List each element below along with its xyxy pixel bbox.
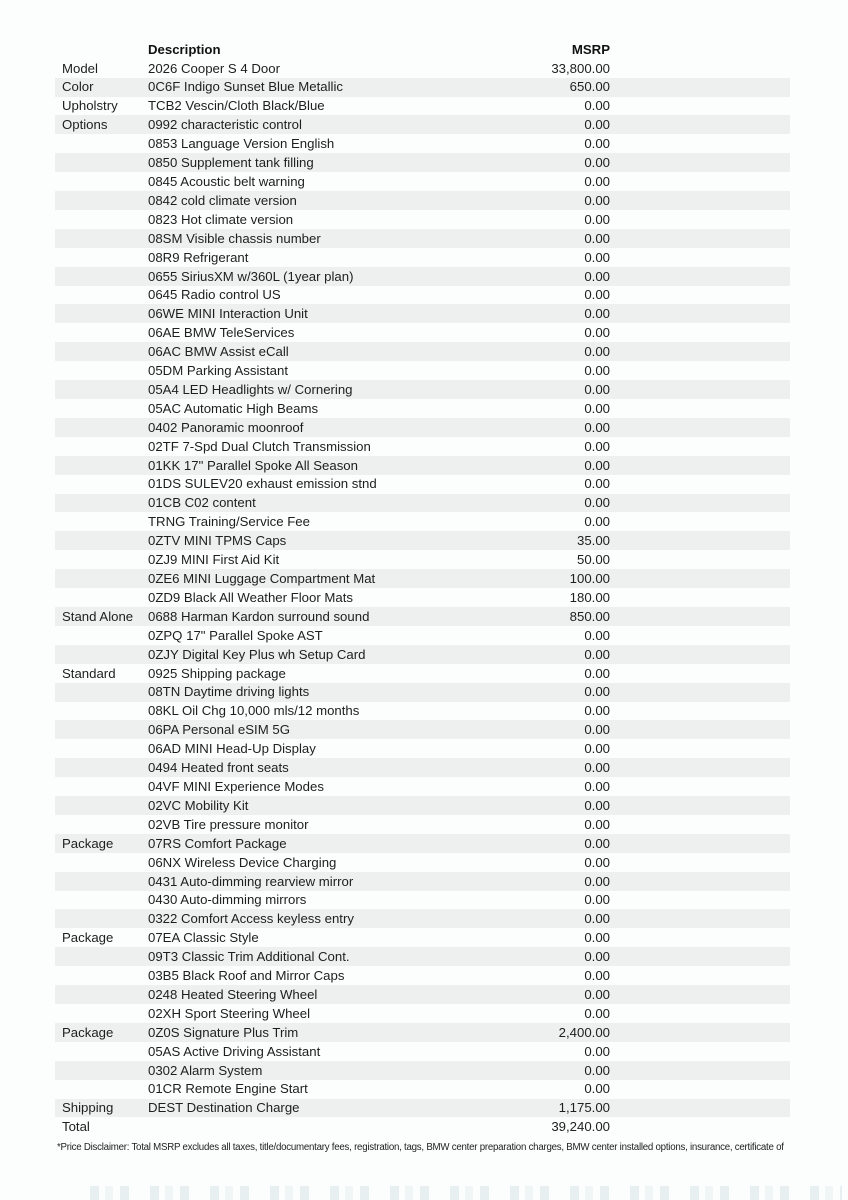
msrp-cell: 0.00 — [584, 703, 610, 719]
description-cell: 0402 Panoramic moonroof — [148, 419, 304, 435]
header-description: Description — [148, 41, 221, 57]
category-cell: Standard — [62, 665, 116, 681]
msrp-cell: 100.00 — [569, 571, 610, 586]
msrp-cell: 0.00 — [584, 400, 610, 416]
table-row — [55, 834, 790, 853]
description-cell: 0431 Auto-dimming rearview mirror — [148, 873, 354, 889]
description-cell: 06PA Personal eSIM 5G — [148, 722, 290, 738]
clipped-text-artifact — [90, 1186, 842, 1200]
msrp-cell: 0.00 — [584, 778, 610, 794]
table-row — [55, 361, 790, 380]
table-row — [55, 796, 790, 815]
table-row — [55, 1099, 790, 1118]
msrp-cell: 0.00 — [584, 514, 610, 530]
description-cell: 08TN Daytime driving lights — [148, 684, 310, 700]
table-row — [55, 702, 790, 721]
table-row — [55, 758, 790, 777]
msrp-cell: 0.00 — [584, 1081, 610, 1097]
description-cell: 0850 Supplement tank filling — [148, 155, 314, 171]
msrp-cell: 0.00 — [584, 117, 610, 133]
table-row — [55, 1023, 790, 1042]
msrp-cell: 0.00 — [584, 249, 610, 265]
table-row — [55, 683, 790, 702]
description-cell: 09T3 Classic Trim Additional Cont. — [148, 949, 350, 965]
msrp-cell: 39,240.00 — [551, 1119, 610, 1135]
description-cell: 0853 Language Version English — [148, 136, 335, 152]
category-cell: Shipping — [62, 1100, 114, 1116]
table-row — [55, 909, 790, 928]
msrp-cell: 33,800.00 — [551, 60, 610, 76]
msrp-cell: 0.00 — [584, 930, 610, 946]
table-row — [55, 115, 790, 134]
table-row — [55, 928, 790, 947]
description-cell: 0Z0S Signature Plus Trim — [148, 1024, 299, 1040]
table-row — [55, 1004, 790, 1023]
table-row — [55, 267, 790, 286]
table-row — [55, 172, 790, 191]
description-cell: 02VB Tire pressure monitor — [148, 816, 309, 832]
table-row — [55, 720, 790, 739]
description-cell: 01CR Remote Engine Start — [148, 1081, 308, 1097]
description-cell: TRNG Training/Service Fee — [148, 514, 310, 530]
msrp-cell: 0.00 — [584, 760, 610, 776]
table-row — [55, 1061, 790, 1080]
msrp-cell: 0.00 — [584, 476, 610, 492]
description-cell: 0ZPQ 17" Parallel Spoke AST — [148, 627, 323, 643]
description-cell: 07RS Comfort Package — [148, 835, 287, 851]
table-row — [55, 1117, 790, 1136]
msrp-cell: 0.00 — [584, 344, 610, 360]
description-cell: 05DM Parking Assistant — [148, 363, 288, 379]
table-row — [55, 323, 790, 342]
msrp-cell: 0.00 — [584, 1005, 610, 1021]
msrp-cell: 0.00 — [584, 155, 610, 171]
msrp-cell: 0.00 — [584, 816, 610, 832]
table-row — [55, 456, 790, 475]
description-cell: 0C6F Indigo Sunset Blue Metallic — [148, 79, 343, 95]
description-cell: 0645 Radio control US — [148, 287, 281, 303]
msrp-cell: 0.00 — [584, 495, 610, 511]
table-row — [55, 248, 790, 267]
msrp-cell: 0.00 — [584, 892, 610, 908]
msrp-cell: 0.00 — [584, 797, 610, 813]
msrp-cell: 0.00 — [584, 986, 610, 1002]
table-row — [55, 626, 790, 645]
table-row — [55, 815, 790, 834]
table-row — [55, 342, 790, 361]
description-cell: 0ZJ9 MINI First Aid Kit — [148, 552, 280, 568]
table-row — [55, 1080, 790, 1099]
msrp-cell: 0.00 — [584, 438, 610, 454]
table-row — [55, 229, 790, 248]
category-cell: Total — [62, 1119, 90, 1135]
msrp-cell: 0.00 — [584, 911, 610, 927]
table-row — [55, 191, 790, 210]
msrp-cell: 1,175.00 — [558, 1100, 610, 1116]
msrp-cell: 50.00 — [576, 552, 610, 568]
category-cell: Options — [62, 117, 108, 133]
table-row — [55, 399, 790, 418]
msrp-cell: 0.00 — [584, 741, 610, 757]
table-row — [55, 588, 790, 607]
msrp-cell: 0.00 — [584, 325, 610, 341]
table-row — [55, 304, 790, 323]
msrp-cell: 0.00 — [584, 684, 610, 700]
table-row — [55, 286, 790, 305]
description-cell: 02TF 7-Spd Dual Clutch Transmission — [148, 438, 371, 454]
table-row — [55, 531, 790, 550]
description-cell: 06AD MINI Head-Up Display — [148, 741, 316, 757]
description-cell: 06WE MINI Interaction Unit — [148, 306, 308, 322]
price-disclaimer: *Price Disclaimer: Total MSRP excludes all taxes, title/documentary fees, registration, tags, BMW center preparation charges, BMW center installed options, insurance, certificate of — [57, 1142, 784, 1153]
description-cell: 0ZTV MINI TPMS Caps — [148, 533, 287, 549]
msrp-cell: 0.00 — [584, 457, 610, 473]
table-row — [55, 1042, 790, 1061]
table-row — [55, 550, 790, 569]
table-row — [55, 607, 790, 626]
table-row — [55, 59, 790, 78]
pricing-table — [55, 40, 790, 1136]
msrp-cell: 0.00 — [584, 646, 610, 662]
header-msrp: MSRP — [571, 41, 610, 57]
description-cell: DEST Destination Charge — [148, 1100, 300, 1116]
description-cell: 05AC Automatic High Beams — [148, 400, 319, 416]
msrp-cell: 0.00 — [584, 363, 610, 379]
table-row — [55, 664, 790, 683]
table-row — [55, 569, 790, 588]
msrp-cell: 0.00 — [584, 949, 610, 965]
msrp-cell: 0.00 — [584, 136, 610, 152]
msrp-cell: 0.00 — [584, 192, 610, 208]
msrp-cell: 0.00 — [584, 268, 610, 284]
description-cell: 01DS SULEV20 exhaust emission stnd — [148, 476, 377, 492]
description-cell: 02VC Mobility Kit — [148, 797, 249, 813]
table-row — [55, 153, 790, 172]
description-cell: 01KK 17" Parallel Spoke All Season — [148, 457, 358, 473]
description-cell: 06AC BMW Assist eCall — [148, 344, 289, 360]
description-cell: 03B5 Black Roof and Mirror Caps — [148, 968, 345, 984]
description-cell: 0845 Acoustic belt warning — [148, 173, 305, 189]
msrp-cell: 0.00 — [584, 835, 610, 851]
description-cell: 06AE BMW TeleServices — [148, 325, 295, 341]
table-row — [55, 645, 790, 664]
msrp-cell: 0.00 — [584, 306, 610, 322]
description-cell: 0494 Heated front seats — [148, 760, 289, 776]
table-row — [55, 437, 790, 456]
table-row — [55, 985, 790, 1004]
description-cell: 05AS Active Driving Assistant — [148, 1043, 321, 1059]
description-cell: 01CB C02 content — [148, 495, 256, 511]
description-cell: 0925 Shipping package — [148, 665, 286, 681]
msrp-cell: 2,400.00 — [558, 1024, 610, 1040]
msrp-cell: 0.00 — [584, 381, 610, 397]
description-cell: 05A4 LED Headlights w/ Cornering — [148, 381, 353, 397]
description-cell: 0302 Alarm System — [148, 1062, 263, 1078]
table-row — [55, 475, 790, 494]
description-cell: 0842 cold climate version — [148, 192, 297, 208]
msrp-cell: 180.00 — [569, 589, 610, 605]
table-row — [55, 512, 790, 531]
category-cell: Package — [62, 930, 114, 946]
msrp-cell: 0.00 — [584, 287, 610, 303]
table-row — [55, 210, 790, 229]
table-row — [55, 739, 790, 758]
msrp-cell: 0.00 — [584, 419, 610, 435]
table-row — [55, 947, 790, 966]
table-row — [55, 891, 790, 910]
description-cell: 2026 Cooper S 4 Door — [148, 60, 280, 76]
table-header-row — [55, 40, 790, 59]
msrp-cell: 0.00 — [584, 98, 610, 114]
description-cell: 02XH Sport Steering Wheel — [148, 1005, 310, 1021]
msrp-cell: 650.00 — [569, 79, 610, 95]
msrp-cell: 0.00 — [584, 627, 610, 643]
msrp-cell: 0.00 — [584, 722, 610, 738]
category-cell: Stand Alone — [62, 608, 134, 624]
msrp-cell: 0.00 — [584, 665, 610, 681]
description-cell: 04VF MINI Experience Modes — [148, 778, 324, 794]
msrp-cell: 0.00 — [584, 873, 610, 889]
category-cell: Model — [62, 60, 98, 76]
msrp-cell: 0.00 — [584, 211, 610, 227]
category-cell: Upholstry — [62, 98, 118, 114]
description-cell: 0ZJY Digital Key Plus wh Setup Card — [148, 646, 366, 662]
table-row — [55, 418, 790, 437]
description-cell: 0430 Auto-dimming mirrors — [148, 892, 307, 908]
table-row — [55, 380, 790, 399]
msrp-cell: 0.00 — [584, 230, 610, 246]
msrp-cell: 0.00 — [584, 854, 610, 870]
description-cell: TCB2 Vescin/Cloth Black/Blue — [148, 98, 325, 114]
description-cell: 0992 characteristic control — [148, 117, 302, 133]
table-body — [55, 59, 790, 1137]
msrp-cell: 0.00 — [584, 968, 610, 984]
msrp-cell: 0.00 — [584, 1062, 610, 1078]
description-cell: 0ZE6 MINI Luggage Compartment Mat — [148, 571, 376, 586]
description-cell: 0655 SiriusXM w/360L (1year plan) — [148, 268, 354, 284]
description-cell: 08SM Visible chassis number — [148, 230, 321, 246]
description-cell: 0248 Heated Steering Wheel — [148, 986, 318, 1002]
msrp-cell: 35.00 — [576, 533, 610, 549]
description-cell: 0322 Comfort Access keyless entry — [148, 911, 354, 927]
table-row — [55, 134, 790, 153]
description-cell: 0823 Hot climate version — [148, 211, 294, 227]
table-row — [55, 97, 790, 116]
description-cell: 07EA Classic Style — [148, 930, 259, 946]
description-cell: 08KL Oil Chg 10,000 mls/12 months — [148, 703, 360, 719]
msrp-cell: 0.00 — [584, 173, 610, 189]
table-row — [55, 78, 790, 97]
table-row — [55, 777, 790, 796]
table-row — [55, 853, 790, 872]
table-row — [55, 494, 790, 513]
description-cell: 0688 Harman Kardon surround sound — [148, 608, 370, 624]
msrp-cell: 0.00 — [584, 1043, 610, 1059]
description-cell: 0ZD9 Black All Weather Floor Mats — [148, 589, 353, 605]
table-row — [55, 966, 790, 985]
category-cell: Package — [62, 835, 114, 851]
table-row — [55, 872, 790, 891]
category-cell: Color — [62, 79, 94, 95]
description-cell: 06NX Wireless Device Charging — [148, 854, 337, 870]
description-cell: 08R9 Refrigerant — [148, 249, 249, 265]
category-cell: Package — [62, 1024, 114, 1040]
msrp-cell: 850.00 — [569, 608, 610, 624]
